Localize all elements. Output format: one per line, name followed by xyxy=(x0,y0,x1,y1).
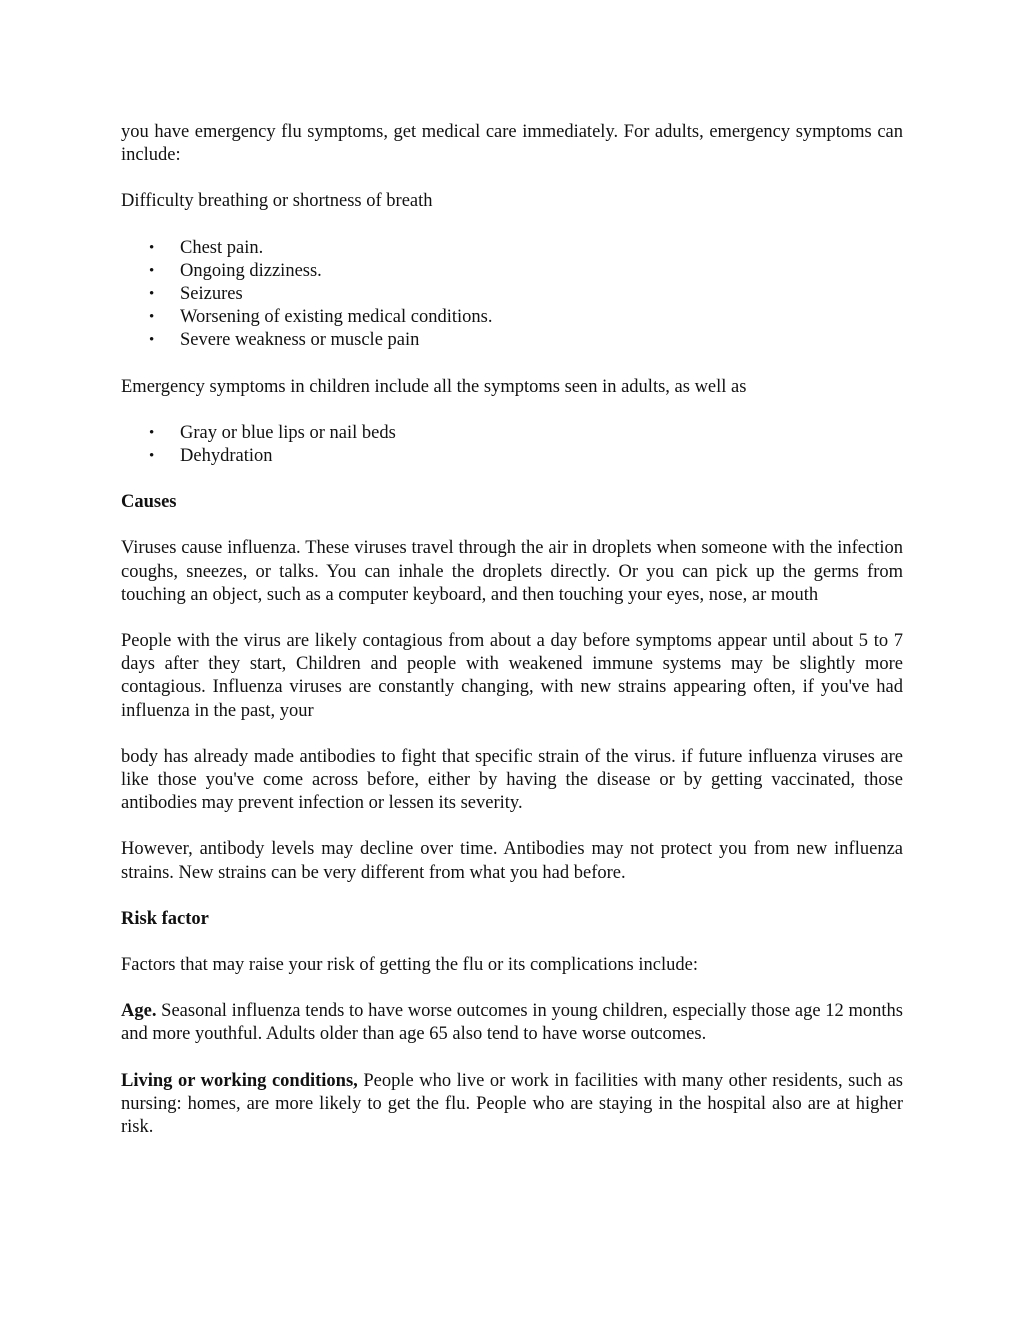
living-conditions-text: People who live or work in facilities with many other residents, such as nursing: homes, are more likely to get the flu. People who are staying in the hospital also are at higher risk. xyxy=(121,1070,903,1138)
adult-first-symptom: Difficulty breathing or shortness of breath xyxy=(121,191,433,212)
causes-heading: Causes xyxy=(121,492,177,513)
living-conditions-label: Living or working conditions, xyxy=(121,1070,358,1091)
bullet-icon: • xyxy=(149,286,155,303)
adult-symptoms-list xyxy=(121,237,903,353)
bullet-icon: • xyxy=(149,309,155,326)
age-paragraph xyxy=(121,1000,903,1046)
list-item-text: Ongoing dizziness. xyxy=(180,260,322,281)
causes-paragraph-4: However, antibody levels may decline over time. Antibodies may not protect you from new influenza strains. New strains can be very different from what you had before. xyxy=(121,839,903,883)
age-label: Age. xyxy=(121,1001,157,1022)
children-symptoms-list xyxy=(121,422,903,468)
list-item xyxy=(149,237,903,260)
list-item xyxy=(149,283,903,306)
list-item xyxy=(149,422,903,445)
list-item-text: Severe weakness or muscle pain xyxy=(180,330,420,351)
risk-intro-paragraph: Factors that may raise your risk of getting the flu or its complications include: xyxy=(121,955,698,976)
list-item xyxy=(149,260,903,283)
bullet-icon: • xyxy=(149,239,155,256)
list-item-text: Gray or blue lips or nail beds xyxy=(180,422,396,443)
list-item-text: Chest pain. xyxy=(180,237,264,258)
children-intro-paragraph: Emergency symptoms in children include all the symptoms seen in adults, as well as xyxy=(121,376,747,397)
bullet-icon: • xyxy=(149,424,155,441)
causes-paragraph-1: Viruses cause influenza. These viruses travel through the air in droplets when someone with the infection coughs, sneezes, or talks. You can inhale the droplets directly. Or you can pick up the germs from touching an object, such as a computer keyboard, and then touching your eyes, nose, ar mouth xyxy=(121,538,903,605)
list-item xyxy=(149,329,903,352)
list-item-text: Worsening of existing medical conditions. xyxy=(180,307,493,328)
bullet-icon: • xyxy=(149,332,155,349)
list-item xyxy=(149,445,903,468)
bullet-icon: • xyxy=(149,448,155,465)
document-page xyxy=(121,121,903,1162)
intro-paragraph: you have emergency flu symptoms, get medical care immediately. For adults, emergency symptoms can include: xyxy=(121,122,903,166)
bullet-icon: • xyxy=(149,262,155,279)
list-item-text: Seizures xyxy=(180,284,243,305)
causes-paragraph-2: People with the virus are likely contagious from about a day before symptoms appear until about 5 to 7 days after they start, Children and people with weakened immune systems may be slightly more contagious. Influenza viruses are constantly changing, with new strains appearing often, if you've had influenza in the past, your xyxy=(121,631,903,721)
risk-factor-heading: Risk factor xyxy=(121,908,209,929)
list-item-text: Dehydration xyxy=(180,446,273,467)
age-text: Seasonal influenza tends to have worse outcomes in young children, especially those age 12 months and more youthful. Adults older than age 65 also tend to have worse outcomes. xyxy=(121,1001,903,1045)
list-item xyxy=(149,306,903,329)
causes-paragraph-3: body has already made antibodies to fight that specific strain of the virus. if future influenza viruses are like those you've come across before, either by having the disease or by getting vaccinated, those antibodies may prevent infection or lessen its severity. xyxy=(121,746,903,814)
living-conditions-paragraph xyxy=(121,1070,903,1140)
